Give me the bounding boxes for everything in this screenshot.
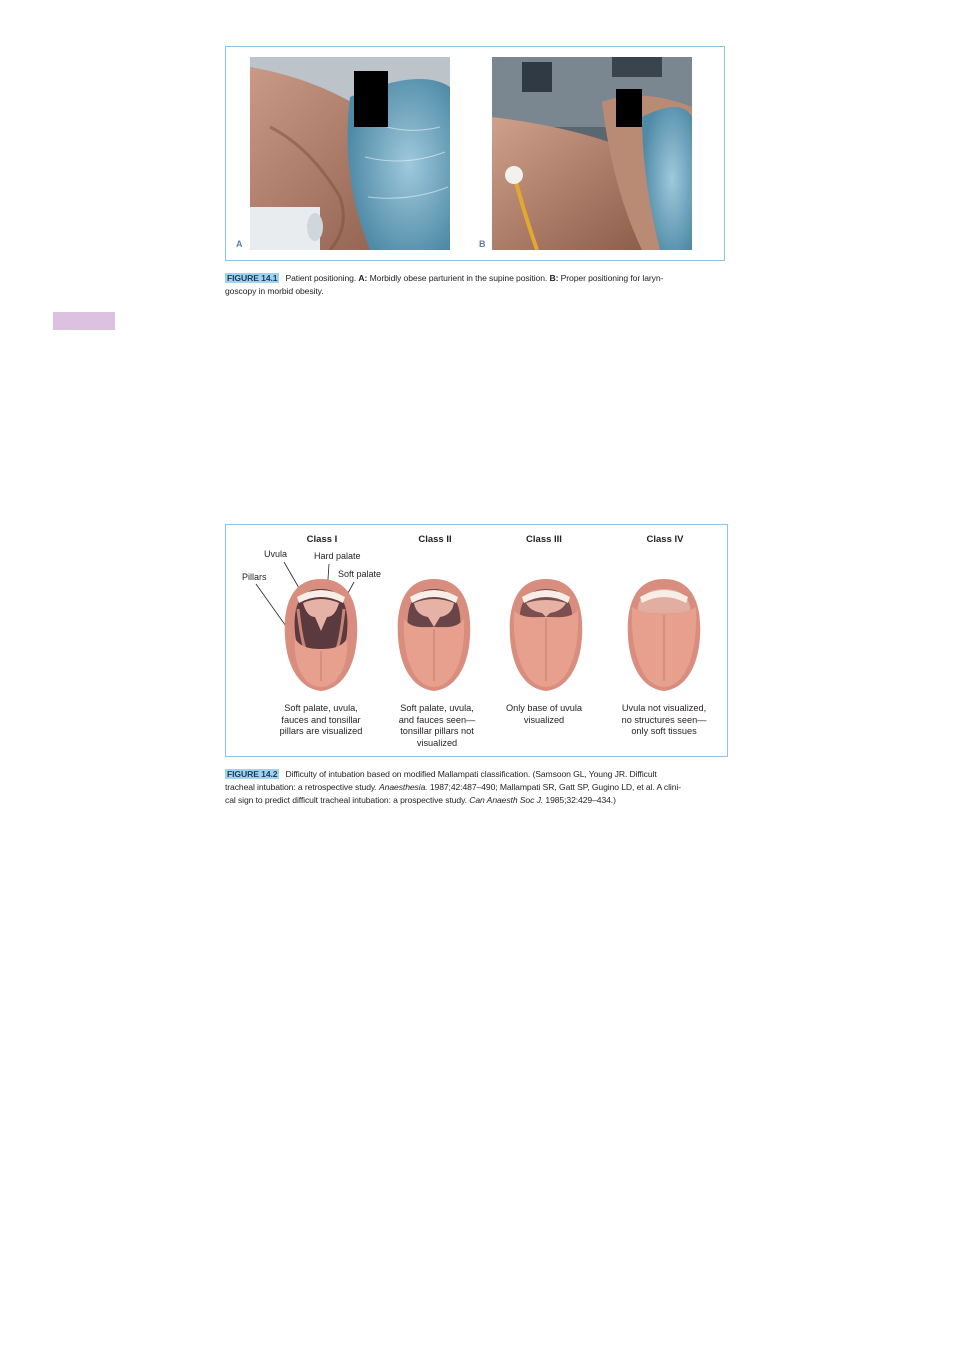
panel-letter-a: A [236,239,243,249]
caption-text: cal sign to predict difficult tracheal intubation: a prospective study. [225,795,467,805]
figure-14-2-caption [225,768,735,807]
label-hard-palate: Hard palate [314,551,361,561]
caption-text: 1985;32:429–434.) [545,795,616,805]
caption-journal: Anaesthesia. [379,782,428,792]
class-iii-description: Only base of uvula visualized [505,703,583,725]
figure-14-1-caption [225,272,735,298]
class-ii-title: Class II [418,534,452,545]
label-soft-palate: Soft palate [338,569,382,579]
figure-14-1 [225,46,725,261]
caption-text: goscopy in morbid obesity. [225,286,324,296]
photo-laryngoscopy-position [492,57,692,250]
mouth-class-i [281,577,361,695]
caption-text: 1987;42:487–490; Mallampati SR, Gatt SP, Gugino LD, et al. A clini- [429,782,681,792]
class-iii-title: Class III [526,534,562,545]
mouth-class-iv [624,577,704,695]
class-i-title: Class I [306,534,338,545]
caption-text: tracheal intubation: a retrospective study. [225,782,377,792]
class-iv-title: Class IV [646,534,684,545]
label-pillars: Pillars [242,572,267,582]
label-uvula: Uvula [264,549,288,559]
caption-text: Morbidly obese parturient in the supine position. [369,273,548,283]
panel-letter-b: B [479,239,486,249]
caption-journal: Can Anaesth Soc J. [469,795,544,805]
caption-text: Patient positioning. [285,273,357,283]
photo-supine-position [250,57,450,250]
mouth-class-iii [506,577,586,695]
figure-label: FIGURE 14.1 [227,273,278,283]
mouth-class-ii [394,577,474,695]
face-redaction-box [616,89,642,127]
figure-label: FIGURE 14.2 [227,769,278,779]
class-iv-description: Uvula not visualized, no structures seen— only soft tissues [621,703,707,736]
caption-key-b: B: [549,273,559,283]
face-redaction-box [354,71,388,127]
class-ii-description: Soft palate, uvula, and fauces seen— tonsillar pillars not visualized [398,703,476,748]
class-i-description: Soft palate, uvula, fauces and tonsillar pillars are visualized [279,703,363,736]
margin-marker [53,312,115,330]
caption-key-a: A: [358,273,368,283]
caption-text: Proper positioning for laryn- [560,273,664,283]
figure-14-2-mallampati [225,524,728,757]
caption-text: Difficulty of intubation based on modified Mallampati classification. (Samsoon GL, Young JR. Difficult [285,769,657,779]
